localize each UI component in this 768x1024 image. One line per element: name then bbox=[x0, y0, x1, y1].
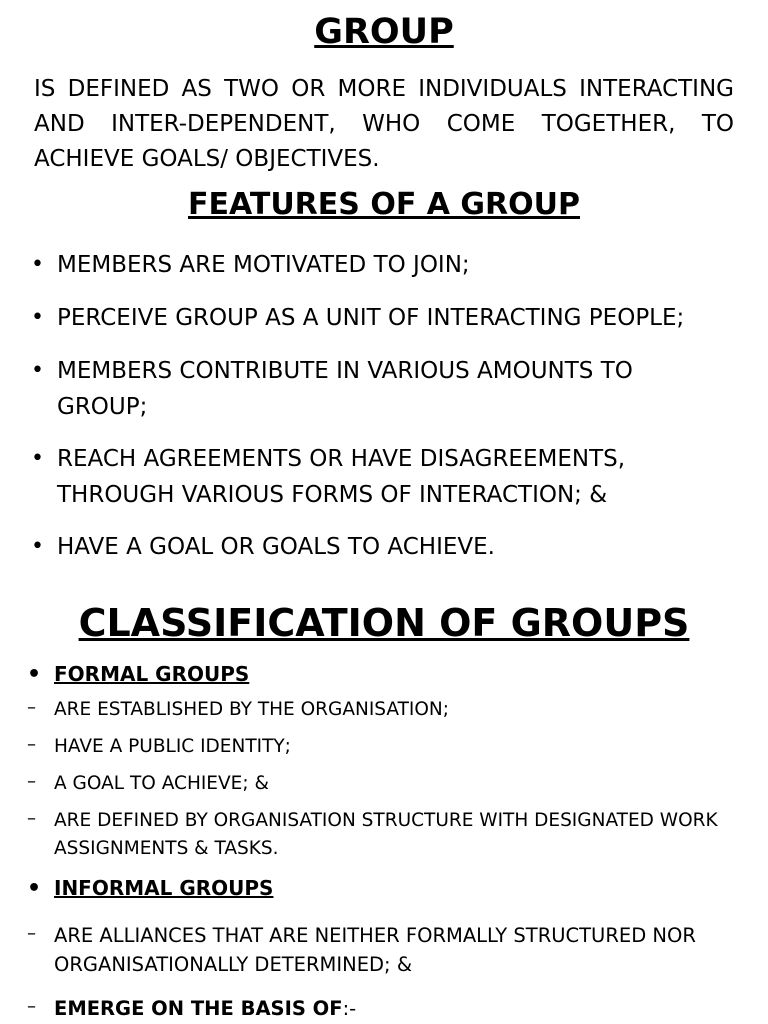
formal-groups-label: FORMAL GROUPS bbox=[54, 662, 250, 686]
feature-item bbox=[31, 300, 747, 336]
classification-heading: CLASSIFICATION OF GROUPS bbox=[78, 601, 690, 645]
formal-item-text: ARE ESTABLISHED BY THE ORGANISATION; bbox=[54, 699, 449, 720]
bullet-icon: • bbox=[31, 305, 44, 330]
dash-icon: – bbox=[27, 734, 36, 755]
dash-icon: – bbox=[27, 697, 36, 718]
dash-icon: – bbox=[27, 771, 36, 792]
informal-item bbox=[27, 921, 714, 979]
dash-icon: – bbox=[27, 808, 36, 829]
feature-item bbox=[31, 441, 657, 513]
bullet-icon: • bbox=[31, 358, 44, 383]
formal-groups-heading bbox=[27, 662, 250, 687]
informal-item bbox=[27, 994, 734, 1023]
feature-text: HAVE A GOAL OR GOALS TO ACHIEVE. bbox=[57, 534, 495, 560]
informal-item-bold-text: EMERGE ON THE BASIS OF bbox=[54, 997, 343, 1020]
feature-item bbox=[31, 247, 747, 283]
bullet-icon: • bbox=[27, 876, 42, 901]
feature-text: MEMBERS CONTRIBUTE IN VARIOUS AMOUNTS TO GROUP; bbox=[57, 358, 633, 420]
bullet-icon: • bbox=[31, 252, 44, 277]
formal-item bbox=[27, 770, 734, 798]
bullet-icon: • bbox=[31, 534, 44, 559]
formal-item-text: HAVE A PUBLIC IDENTITY; bbox=[54, 736, 291, 757]
dash-icon: – bbox=[27, 996, 36, 1017]
feature-text: MEMBERS ARE MOTIVATED TO JOIN; bbox=[57, 252, 470, 278]
formal-item-text: A GOAL TO ACHIEVE; & bbox=[54, 773, 269, 794]
formal-item bbox=[27, 696, 734, 724]
formal-item bbox=[27, 807, 734, 863]
bullet-icon: • bbox=[31, 446, 44, 471]
informal-item-suffix: :- bbox=[342, 997, 357, 1020]
informal-groups-heading bbox=[27, 876, 274, 901]
features-heading: FEATURES OF A GROUP bbox=[187, 187, 581, 222]
dash-icon: – bbox=[27, 923, 36, 944]
formal-item-text: ARE DEFINED BY ORGANISATION STRUCTURE WITH DESIGNATED WORK ASSIGNMENTS & TASKS. bbox=[54, 810, 718, 859]
informal-groups-label: INFORMAL GROUPS bbox=[54, 876, 274, 900]
bullet-icon: • bbox=[27, 662, 42, 687]
group-definition: IS DEFINED AS TWO OR MORE INDIVIDUALS INTERACTING AND INTER-DEPENDENT, WHO COME TOGETHER, TO ACHIEVE GOALS/ OBJECTIVES. bbox=[34, 76, 734, 172]
feature-item bbox=[31, 529, 747, 565]
feature-item bbox=[31, 353, 677, 425]
page-title: GROUP bbox=[314, 12, 454, 52]
feature-text: PERCEIVE GROUP AS A UNIT OF INTERACTING PEOPLE; bbox=[57, 305, 685, 331]
informal-item-text: ARE ALLIANCES THAT ARE NEITHER FORMALLY STRUCTURED NOR ORGANISATIONALLY DETERMINED; & bbox=[54, 924, 696, 976]
feature-text: REACH AGREEMENTS OR HAVE DISAGREEMENTS, THROUGH VARIOUS FORMS OF INTERACTION; & bbox=[57, 446, 626, 508]
formal-item bbox=[27, 733, 734, 761]
